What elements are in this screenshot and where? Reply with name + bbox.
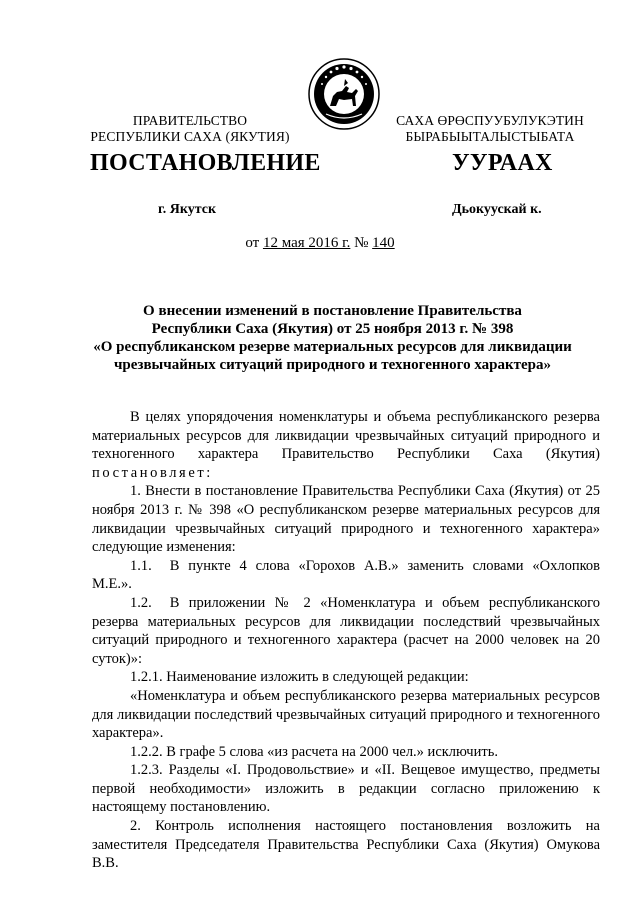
government-name-ru-line2: РЕСПУБЛИКИ САХА (ЯКУТИЯ) <box>90 129 290 144</box>
paragraph-quote: «Номенклатура и объем республиканского резерва материальных ресурсов для ликвидации последствий чрезвычайных ситуаций природного и техногенного характера». <box>92 687 600 742</box>
government-name-sah <box>390 113 590 145</box>
government-name-ru <box>90 113 290 145</box>
paragraph-item-1-2-2: 1.2.2. В графе 5 слова «из расчета на 2000 чел.» исключить. <box>130 743 498 760</box>
document-subject <box>70 302 595 374</box>
paragraph-item-1-2-3: 1.2.3. Разделы «I. Продовольствие» и «II. Вещевое имущество, предметы первой необходимости» изложить в редакции согласно приложению к настоящему постановлению. <box>92 762 600 816</box>
item-text: В приложении № 2 «Номенклатура и объем республиканского резерва материальных ресурсов для ликвидации последствий чрезвычайных ситуаций природного и техногенного характера (расчет на 2000 человек на 20 суток)»: <box>92 594 600 667</box>
subject-line: Республики Саха (Якутия) от 25 ноября 2013 г. № 398 <box>151 321 514 337</box>
document-body <box>92 408 600 873</box>
government-name-sah-line1: САХА ӨРӨСПУУБУЛУКЭТИН <box>396 113 584 128</box>
item-number: 1.1. <box>130 557 152 574</box>
city-ru: г. Якутск <box>158 202 217 217</box>
item-number: 1.2. <box>130 594 152 611</box>
doc-type-ru: ПОСТАНОВЛЕНИЕ <box>90 150 321 176</box>
resolves-word: постановляет: <box>92 464 213 481</box>
government-name-sah-line2: БЫРАБЫЫТАЛЫСТЫБАТА <box>405 129 575 144</box>
doc-type-sah: УУРААХ <box>452 150 553 176</box>
item-text: В пункте 4 слова «Горохов А.В.» заменить словами «Охлопков М.Е.». <box>92 557 600 593</box>
government-name-ru-line1: ПРАВИТЕЛЬСТВО <box>132 113 248 128</box>
paragraph-item-1-2-1: 1.2.1. Наименование изложить в следующей редакции: <box>130 669 469 686</box>
paragraph-item-2: 2. Контроль исполнения настоящего постановления возложить на заместителя Председателя Правительства Республики Саха (Якутия) Омукова В.В. <box>92 818 600 872</box>
paragraph-item-1-2 <box>92 594 600 668</box>
city-sah: Дьокуускай к. <box>452 202 542 217</box>
doc-number: 140 <box>372 235 395 251</box>
paragraph-preamble: В целях упорядочения номенклатуры и объема республиканского резерва материальных ресурсов для ликвидации чрезвычайных ситуаций природного и техногенного характера Правительство Республики Саха (Якутия) <box>92 409 600 463</box>
number-sign: № <box>350 235 373 251</box>
subject-line: чрезвычайных ситуаций природного и техногенного характера» <box>113 357 552 373</box>
paragraph-item-1-1 <box>92 557 600 594</box>
doc-date: 12 мая 2016 г. <box>262 235 351 251</box>
paragraph-resolves <box>92 464 600 483</box>
subject-line: «О республиканском резерве материальных ресурсов для ликвидации <box>93 339 572 355</box>
paragraph-item-1: 1. Внести в постановление Правительства Республики Саха (Якутия) от 25 ноября 2013 г. № 398 «О республиканском резерве материальных ресурсов для ликвидации чрезвычайных ситуаций природного и техногенного характера» следующие изменения: <box>92 483 600 556</box>
subject-line: О внесении изменений в постановление Правительства <box>143 303 522 319</box>
coat-of-arms-icon <box>308 58 380 130</box>
date-prefix: от <box>245 235 263 251</box>
date-and-number <box>0 235 640 252</box>
